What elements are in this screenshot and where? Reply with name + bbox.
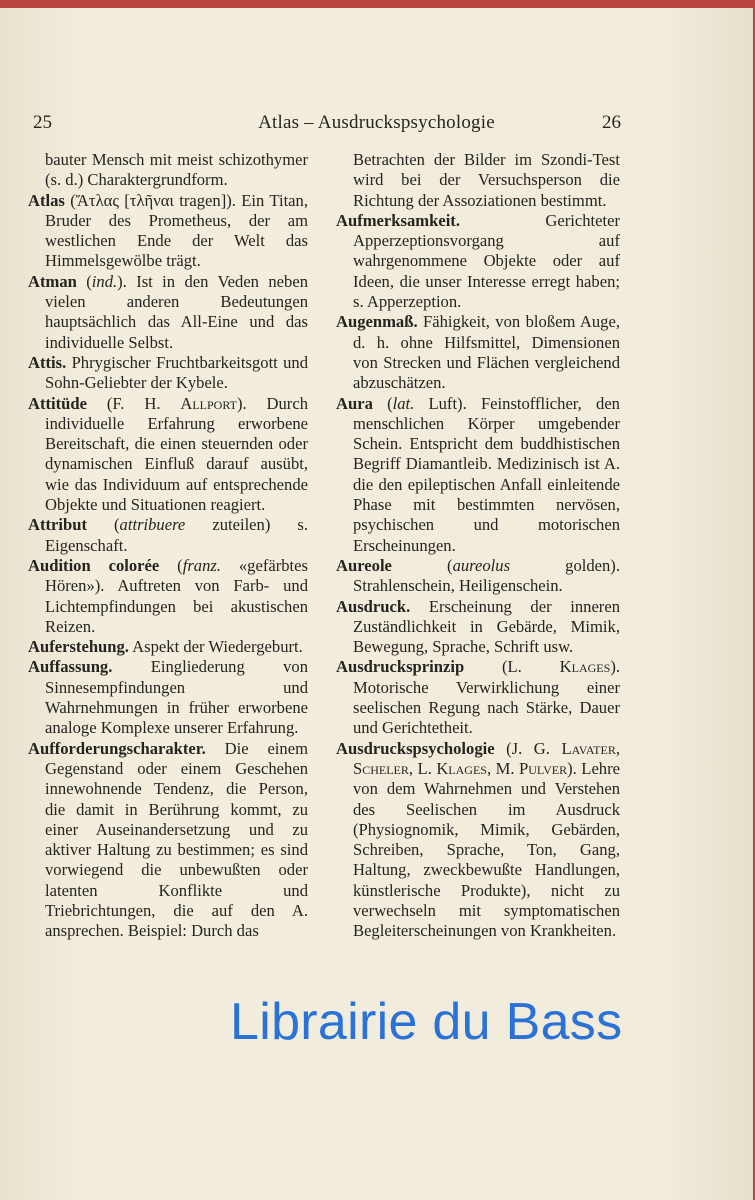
book-page [0,8,753,1200]
entry-ausdruckspsychologie [336,739,620,942]
entry-body: Erscheinung der inneren Zuständlichkeit in Gebärde, Mimik, Bewegung, Sprache, Schrift usw. [353,596,620,657]
entry-italic: ind. [91,271,118,291]
continued-entry: bauter Mensch mit meist schizothymer (s. d.) Charaktergrundform. [45,150,308,190]
entry-prefix: (J. G. [494,738,562,758]
entry-aura [336,394,620,556]
entry-prefix: ( [372,393,393,413]
headword: Auferstehung. [28,637,129,657]
entry-ausdrucksprinzip [336,657,620,738]
headword: Aura [336,393,373,413]
entry-body: Aspekt der Wiedergeburt. [128,637,303,657]
entry-prefix: (L. [464,657,560,677]
entry-prefix: ( [391,555,453,575]
entry-italic: lat. [392,393,415,413]
headword: Aufforderungscharakter. [28,738,206,758]
entry-aufforderungscharakter [28,739,308,942]
entry-body: Gerichteter Apperzeptionsvorgang auf wahrgenommene Objekte oder auf Ideen, die unser Interesse erregt haben; s. Apperzeption. [353,210,620,312]
entry-aufmerksamkeit [336,211,620,312]
entry-author: Allport [180,393,237,413]
entry-author: Lavater, Scheler, L. Klages, M. Pulver [353,738,620,778]
entry-auffassung [28,657,308,738]
entry-body: «gefärbtes Hören»). Auftreten von Farb- und Lichtempfindungen bei akustischen Reizen. [45,555,308,636]
entry-body: Fähigkeit, von bloßem Auge, d. h. ohne Hilfsmittel, Dimensionen von Strecken und Flächen vergleichend abzuschätzen. [353,312,620,393]
headword: Auffassung. [28,657,113,677]
headword: Attitüde [28,393,87,413]
headword: Augenmaß. [336,312,418,332]
entry-body: ). Ist in den Veden neben vielen anderen Bedeutungen hauptsächlich das All-Eine und das individuelle Selbst. [45,271,308,352]
entry-body: (Ἄτλας [τλῆναι tragen]). Ein Titan, Bruder des Prometheus, der am westlichen Ende der Welt das Himmelsgewölbe trägt. [45,190,308,271]
entry-auferstehung [28,637,308,657]
entry-attribut [28,515,308,556]
entry-prefix: ( [159,555,183,575]
headword: Atlas [28,190,65,210]
page-number-left: 25 [33,112,52,133]
headword: Attribut [28,515,87,535]
entry-audition-coloree [28,556,308,637]
left-column [28,150,308,942]
entry-italic: aureolus [452,555,511,575]
entry-body: golden). Strahlenschein, Heiligenschein. [353,555,620,596]
entry-attituede [28,394,308,516]
running-title: Atlas – Ausdruckspsychologie [258,112,495,133]
entry-body: Die einem Gegenstand oder einem Geschehen innewohnende Tendenz, die Person, die damit in Berührung kommt, zu einer Auseinandersetzung und zu aktiver Haltung zu bestimmen; es sind vorwiegend die unbewußten oder latenten Konflikte und Triebrichtungen, die auf den A. ansprechen. Beispiel: Durch das [45,738,308,941]
entry-body: zuteilen) s. Eigenschaft. [45,515,308,555]
entry-ausdruck [336,597,620,658]
entry-augenmass [336,312,620,393]
running-header [0,112,753,142]
headword: Ausdruckspsychologie [336,738,495,758]
entry-atlas [28,191,308,272]
entry-prefix: ( [76,271,92,291]
entry-atman [28,272,308,353]
entry-italic: attribuere [119,515,186,535]
entry-body: Eingliederung von Sinnesempfindungen und Wahrnehmungen in früher erworbene analoge Komplexe unserer Erfahrung. [45,657,308,738]
entry-attis [28,353,308,394]
headword: Atman [28,271,77,291]
continued-entry: Betrachten der Bilder im Szondi-Test wird bei der Versuchsperson die Richtung der Assoziationen bestimmt. [353,150,620,210]
headword: Ausdruck. [336,596,411,616]
entry-italic: franz. [182,555,221,575]
entry-prefix: (F. H. [87,393,181,413]
headword: Aureole [336,555,392,575]
watermark: Librairie du Bass [230,993,623,1051]
entry-body: ). Lehre von dem Wahrnehmen und Verstehen des Seelischen im Ausdruck (Physiognomik, Mimik, Gebärden, Schreiben, Sprache, Ton, Gang, Haltung, zweckbewußte Handlungen, künstlerische Produkte), nicht zu verwechseln mit symptomatischen Begleiterscheinungen von Krankheiten. [353,758,620,941]
entry-prefix: ( [87,515,120,535]
headword: Ausdrucksprinzip [336,657,465,677]
right-column [336,150,620,942]
entry-body: Phrygischer Fruchtbarkeitsgott und Sohn-Geliebter der Kybele. [45,352,308,393]
headword: Attis. [28,352,67,372]
headword: Audition colorée [28,555,160,575]
entry-aureole [336,556,620,597]
entry-body: Luft). Feinstofflicher, den menschlichen Körper umgebender Schein. Entspricht dem buddhistischen Begriff Diamantleib. Medizinisch ist A. die den epileptischen Anfall einleitende Phase mit bestimmten nervösen, psychischen und motorischen Erscheinungen. [353,393,620,555]
page-number-right: 26 [602,112,621,133]
entry-author: Klages [559,657,611,677]
entry-body: ). Motorische Verwirklichung einer seelischen Regung nach Stärke, Dauer und Gerichtetheit. [353,657,620,738]
entry-body: ). Durch individuelle Erfahrung erworbene Bereitschaft, die einen steuernden oder dynamischen Einfluß darauf ausübt, wie das Individuum auf entsprechende Objekte und Situationen reagiert. [45,393,308,515]
headword: Aufmerksamkeit. [336,210,460,230]
